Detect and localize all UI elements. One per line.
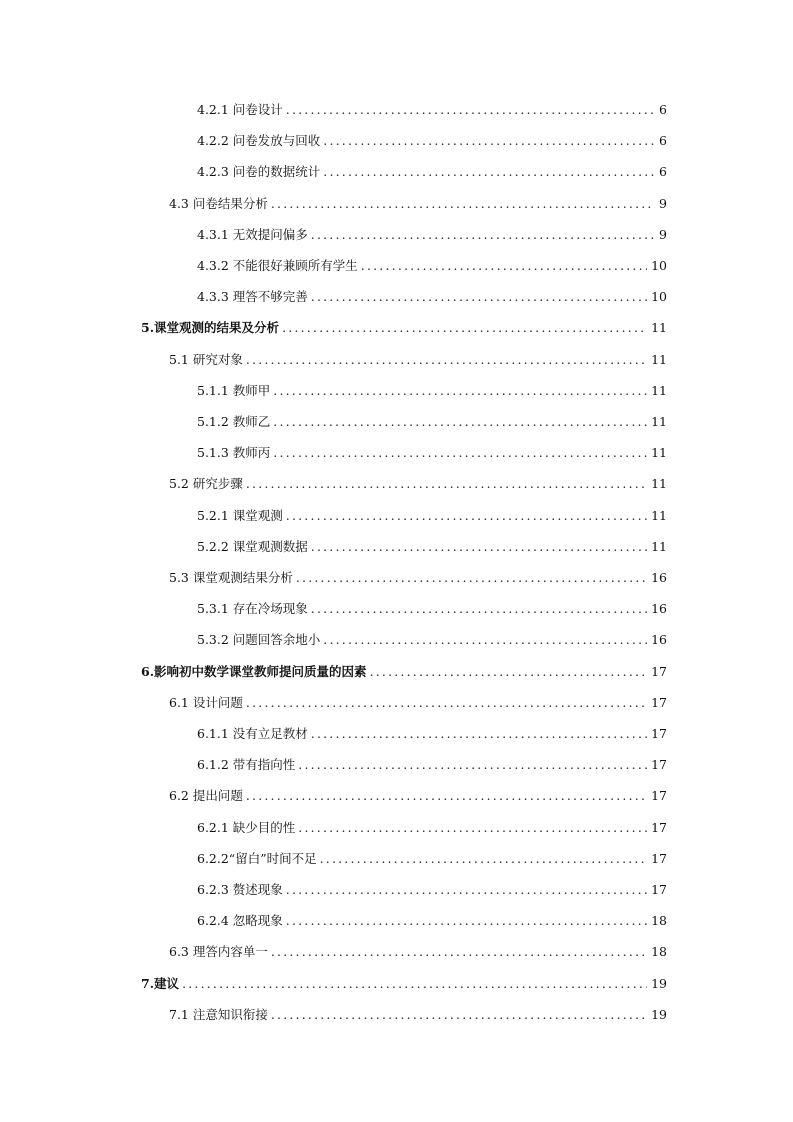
toc-entry-page: 16 — [651, 570, 667, 585]
toc-entry-label: 5.2.2 课堂观测数据 — [197, 539, 308, 554]
toc-entry — [169, 196, 667, 212]
toc-entry — [169, 944, 667, 960]
toc-entry-page: 11 — [651, 414, 667, 429]
toc-entry-label: 4.2.1 问卷设计 — [197, 102, 283, 117]
toc-entry-label: 6.1 设计问题 — [169, 695, 243, 710]
toc-leader-dots — [311, 227, 655, 243]
toc-entry-label: 4.2.2 问卷发放与回收 — [197, 133, 321, 148]
toc-entry — [197, 383, 667, 399]
toc-entry-page: 16 — [651, 601, 667, 616]
toc-leader-dots — [298, 820, 647, 836]
toc-entry-label: 7.建议 — [141, 976, 180, 991]
toc-entry-page: 11 — [651, 508, 667, 523]
toc-leader-dots — [246, 476, 647, 492]
toc-entry-label: 6.1.1 没有立足教材 — [197, 726, 308, 741]
toc-leader-dots — [361, 258, 647, 274]
toc-entry — [169, 695, 667, 711]
toc-entry-label: 5.2 研究步骤 — [169, 476, 243, 491]
toc-entry — [197, 757, 667, 773]
toc-entry-page: 11 — [651, 352, 667, 367]
toc-entry-label: 6.影响初中数学课堂教师提问质量的因素 — [141, 664, 367, 679]
toc-entry — [197, 601, 667, 617]
toc-entry — [197, 882, 667, 898]
toc-entry-label: 5.3.1 存在冷场现象 — [197, 601, 308, 616]
toc-entry — [197, 227, 667, 243]
toc-leader-dots — [311, 289, 647, 305]
toc-entry-page: 17 — [651, 695, 667, 710]
toc-leader-dots — [271, 1007, 647, 1023]
toc-leader-dots — [320, 851, 648, 867]
toc-entry-page: 6 — [659, 102, 667, 117]
toc-entry-page: 19 — [651, 1007, 667, 1022]
toc-leader-dots — [286, 508, 647, 524]
toc-entry-page: 18 — [651, 913, 667, 928]
toc-entry-label: 4.3.1 无效提问偏多 — [197, 227, 308, 242]
toc-entry — [169, 570, 667, 586]
toc-entry-page: 17 — [651, 664, 667, 679]
toc-entry-page: 17 — [651, 851, 667, 866]
toc-leader-dots — [246, 352, 647, 368]
toc-leader-dots — [273, 445, 647, 461]
toc-entry — [169, 476, 667, 492]
toc-entry — [169, 788, 667, 804]
toc-entry-label: 5.3 课堂观测结果分析 — [169, 570, 293, 585]
toc-entry-page: 11 — [651, 476, 667, 491]
toc-entry — [141, 320, 667, 336]
toc-entry-page: 18 — [651, 944, 667, 959]
toc-entry-page: 17 — [651, 726, 667, 741]
toc-entry-label: 7.1 注意知识衔接 — [169, 1007, 268, 1022]
toc-leader-dots — [282, 320, 647, 336]
toc-leader-dots — [286, 102, 655, 118]
toc-entry-label: 5.2.1 课堂观测 — [197, 508, 283, 523]
toc-leader-dots — [298, 757, 647, 773]
toc-entry-page: 9 — [659, 196, 667, 211]
toc-entry-page: 19 — [651, 976, 667, 991]
toc-entry — [169, 352, 667, 368]
toc-entry — [141, 976, 667, 992]
toc-entry-label: 4.3.3 理答不够完善 — [197, 289, 308, 304]
toc-entry-page: 10 — [651, 289, 667, 304]
toc-leader-dots — [246, 788, 647, 804]
toc-entry — [197, 539, 667, 555]
toc-entry-label: 5.1 研究对象 — [169, 352, 243, 367]
toc-leader-dots — [273, 383, 647, 399]
toc-entry-page: 6 — [659, 164, 667, 179]
toc-entry — [197, 414, 667, 430]
toc-entry — [197, 133, 667, 149]
toc-entry — [169, 1007, 667, 1023]
toc-entry — [197, 913, 667, 929]
toc-leader-dots — [246, 695, 647, 711]
toc-entry-label: 4.3.2 不能很好兼顾所有学生 — [197, 258, 358, 273]
toc-entry — [197, 726, 667, 742]
toc-entry-label: 4.3 问卷结果分析 — [169, 196, 268, 211]
toc-entry-label: 4.2.3 问卷的数据统计 — [197, 164, 321, 179]
toc-entry-label: 5.1.1 教师甲 — [197, 383, 271, 398]
toc-entry — [141, 664, 667, 680]
toc-leader-dots — [370, 664, 648, 680]
toc-entry-page: 11 — [651, 320, 667, 335]
toc-entry-label: 6.1.2 带有指向性 — [197, 757, 296, 772]
toc-entry — [197, 632, 667, 648]
toc-leader-dots — [311, 539, 647, 555]
toc-entry-page: 17 — [651, 820, 667, 835]
toc-leader-dots — [273, 414, 647, 430]
toc-entry — [197, 289, 667, 305]
toc-leader-dots — [286, 913, 647, 929]
toc-leader-dots — [311, 726, 647, 742]
toc-leader-dots — [286, 882, 647, 898]
toc-entry — [197, 258, 667, 274]
toc-entry-label: 6.2.3 赘述现象 — [197, 882, 283, 897]
toc-entry-label: 6.2.2“留白”时间不足 — [197, 851, 317, 866]
toc-entry-label: 5.1.2 教师乙 — [197, 414, 271, 429]
toc-entry-label: 5.1.3 教师丙 — [197, 445, 271, 460]
toc-entry-label: 5.课堂观测的结果及分析 — [141, 320, 280, 335]
toc-leader-dots — [323, 632, 647, 648]
toc-entry-label: 6.2 提出问题 — [169, 788, 243, 803]
toc-entry — [197, 820, 667, 836]
toc-entry — [197, 445, 667, 461]
toc-entry-page: 6 — [659, 133, 667, 148]
toc-entry-label: 6.3 理答内容单一 — [169, 944, 268, 959]
toc-entry-page: 11 — [651, 383, 667, 398]
toc-entry-label: 6.2.1 缺少目的性 — [197, 820, 296, 835]
toc-leader-dots — [323, 133, 655, 149]
toc-entry — [197, 164, 667, 180]
toc-leader-dots — [271, 944, 647, 960]
toc-entry-page: 11 — [651, 539, 667, 554]
toc-entry-page: 16 — [651, 632, 667, 647]
toc-entry — [197, 102, 667, 118]
toc-entry-page: 9 — [659, 227, 667, 242]
toc-entry — [197, 851, 667, 867]
toc-leader-dots — [271, 196, 655, 212]
toc-entry-label: 5.3.2 问题回答余地小 — [197, 632, 321, 647]
toc-entry-page: 17 — [651, 788, 667, 803]
toc-entry-page: 17 — [651, 882, 667, 897]
toc-entry-label: 6.2.4 忽略现象 — [197, 913, 283, 928]
toc-entry-page: 11 — [651, 445, 667, 460]
toc-entry — [197, 508, 667, 524]
toc-leader-dots — [311, 601, 647, 617]
toc-entry-page: 10 — [651, 258, 667, 273]
toc-leader-dots — [182, 976, 647, 992]
toc-leader-dots — [296, 570, 647, 586]
toc-entry-page: 17 — [651, 757, 667, 772]
toc-leader-dots — [323, 164, 655, 180]
